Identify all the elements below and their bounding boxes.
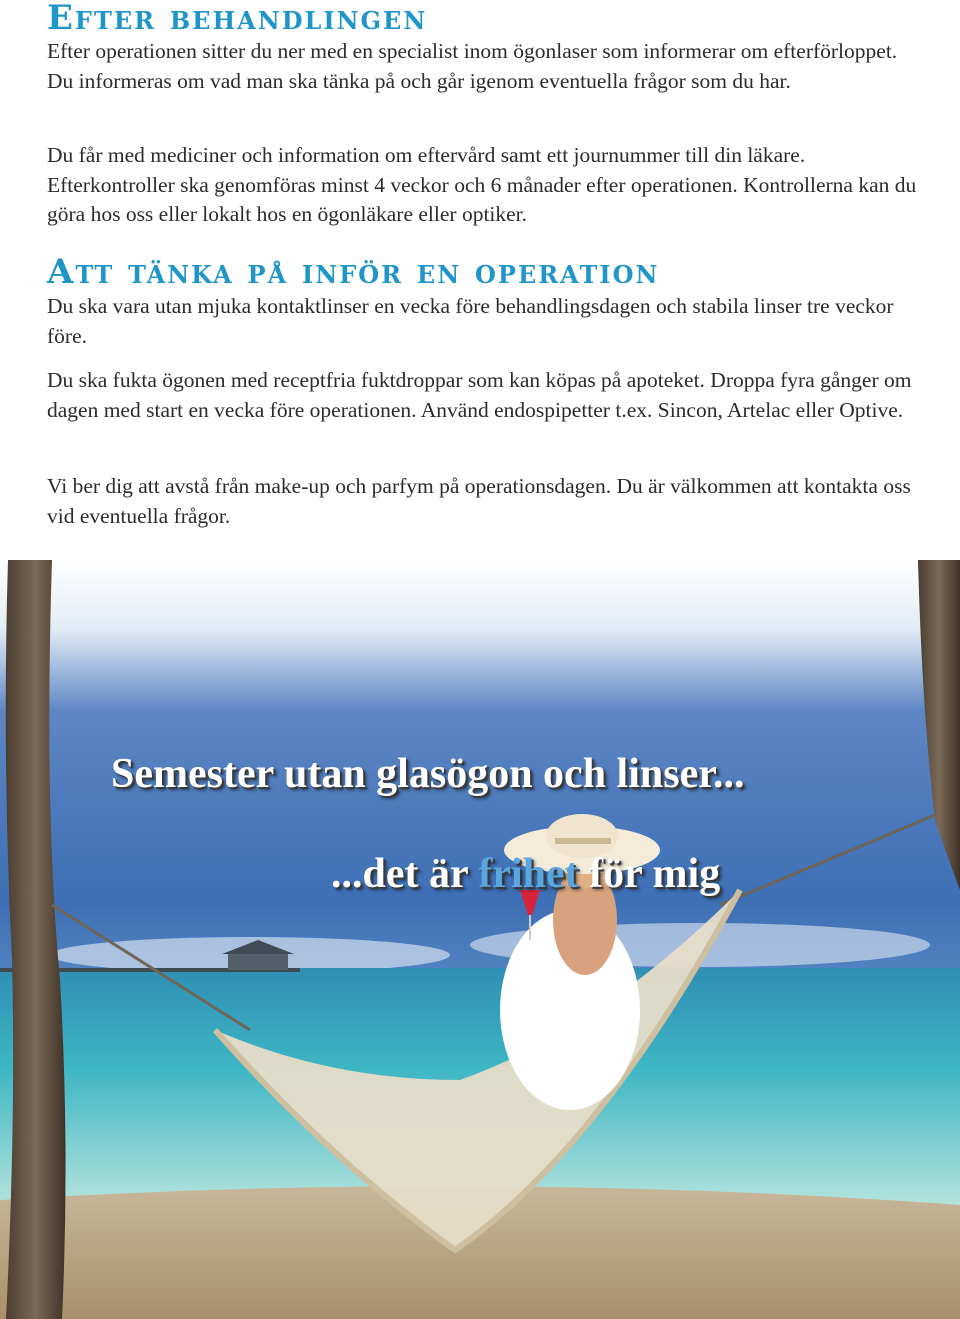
after-treatment-paragraph-1: Efter operationen sitter du ner med en specialist inom ögonlaser som informerar om efterförloppet. Du informeras om vad man ska tänka på och går igenom eventuella frågor som du har.: [47, 39, 898, 93]
before-operation-paragraph-1: Du ska vara utan mjuka kontaktlinser en vecka före behandlingsdagen och stabila linser tre veckor före.: [47, 294, 894, 348]
beach-scene-illustration: [0, 560, 960, 1319]
banner-headline: Semester utan glasögon och linser...: [111, 751, 745, 797]
banner-subheadline: [331, 850, 720, 898]
before-operation-paragraph-3: Vi ber dig att avstå från make-up och parfym på operationsdagen. Du är välkommen att kontakta oss vid eventuella frågor.: [47, 474, 911, 528]
heading-after-treatment: Efter behandlingen: [47, 0, 428, 38]
banner-accent-word: frihet: [478, 851, 579, 897]
beach-hammock-photo: [0, 560, 960, 1319]
before-operation-paragraph-2: Du ska fukta ögonen med receptfria fuktdroppar som kan köpas på apoteket. Droppa fyra gånger om dagen med start en vecka före operationen. Använd endospipetter t.ex. Sincon, Artelac eller Optive.: [47, 368, 912, 422]
after-treatment-paragraph-2: Du får med mediciner och information om eftervård samt ett journummer till din läkare. Efterkontroller ska genomföras minst 4 veckor och 6 månader efter operationen. Kontrollerna kan du göra hos oss eller lokalt hos en ögonläkare eller optiker.: [47, 143, 917, 226]
banner-subheadline-suffix: för mig: [589, 851, 721, 897]
heading-before-operation: Att tänka på inför en operation: [47, 252, 660, 292]
banner-subheadline-prefix: ...det är: [331, 851, 468, 897]
